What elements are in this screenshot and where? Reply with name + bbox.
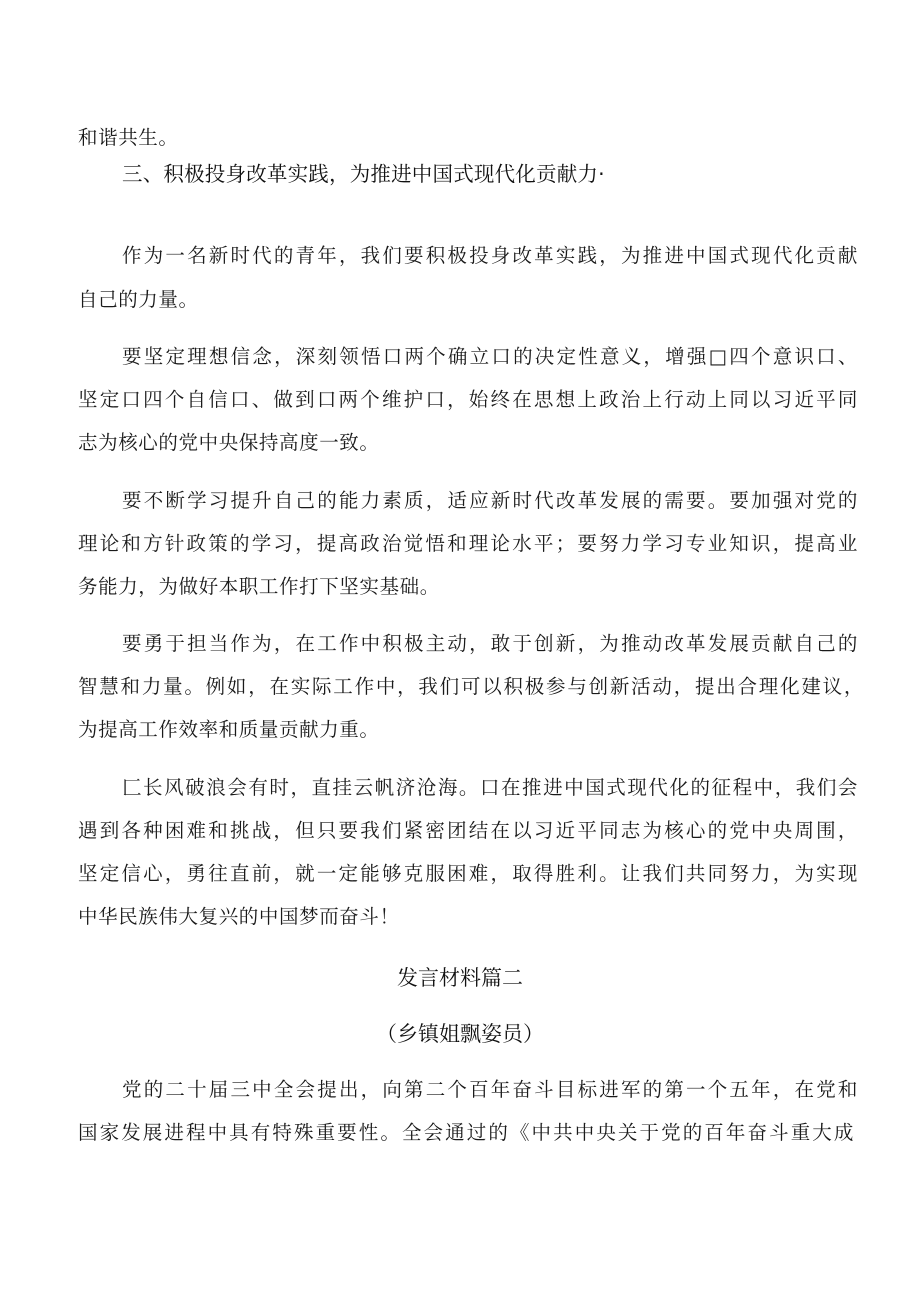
paragraph-line: 志为核心的党中央保持高度一致。 — [78, 431, 380, 454]
section-heading: 三、积极投身改革实践，为推进中国式现代化贡献力· — [122, 162, 605, 186]
paragraph-line: 自己的力量。 — [78, 288, 199, 311]
paragraph-line: 中华民族伟大复兴的中国梦而奋斗！ — [78, 905, 400, 928]
paragraph-line: 为提高工作效率和质量贡献力重。 — [78, 718, 380, 741]
paragraph-line: 要不断学习提升自己的能力素质，适应新时代改革发展的需要。要加强对党的 — [122, 489, 858, 512]
paragraph-line: 国家发展进程中具有特殊重要性。全会通过的《中共中央关于党的百年奋斗重大成 — [78, 1121, 854, 1144]
paragraph-line: 要坚定理想信念，深刻领悟口两个确立口的决定性意义，增强□四个意识口、 — [122, 345, 858, 368]
paragraph-line: 务能力，为做好本职工作打下坚实基础。 — [78, 575, 440, 598]
article-subtitle: （乡镇姐飘姿员） — [376, 1022, 544, 1046]
paragraph-line: 匚长风破浪会有时，直挂云帆济沧海。口在推进中国式现代化的征程中，我们会 — [122, 776, 858, 799]
paragraph-line: 智慧和力量。例如，在实际工作中，我们可以积极参与创新活动，提出合理化建议， — [78, 675, 864, 698]
paragraph-line: 作为一名新时代的青年，我们要积极投身改革实践，为推进中国式现代化贡献 — [122, 244, 858, 267]
article-title: 发言材料篇二 — [397, 966, 523, 990]
paragraph-line: 理论和方针政策的学习，提高政治觉悟和理论水平；要努力学习专业知识，提高业 — [78, 532, 858, 555]
paragraph-line: 坚定信心，勇往直前，就一定能够克服困难，取得胜利。让我们共同努力，为实现 — [78, 862, 858, 885]
paragraph-line: 党的二十届三中全会提出，向第二个百年奋斗目标进军的第一个五年，在党和 — [122, 1078, 858, 1101]
paragraph-line: 要勇于担当作为，在工作中积极主动，敢于创新，为推动改革发展贡献自己的 — [122, 632, 858, 655]
paragraph-line: 遇到各种困难和挑战，但只要我们紧密团结在以习近平同志为核心的党中央周围， — [78, 819, 858, 842]
paragraph-line: 坚定口四个自信口、做到口两个维护口，始终在思想上政治上行动上同以习近平同 — [78, 388, 858, 411]
paragraph-line: 和谐共生。 — [78, 126, 179, 149]
